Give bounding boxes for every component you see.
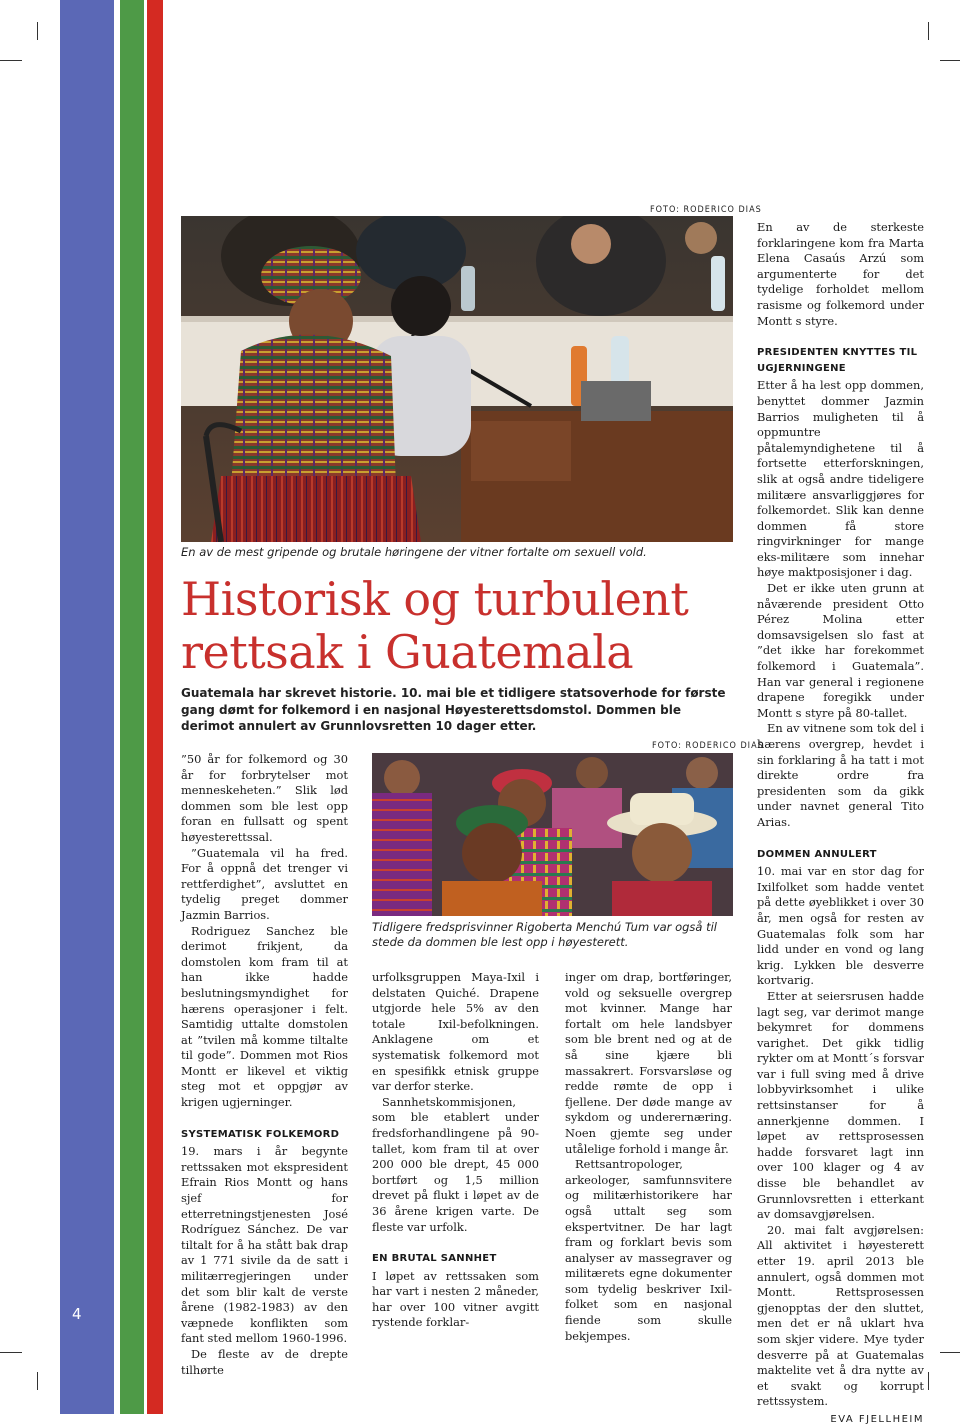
audience-photo-illustration [372,753,733,916]
paragraph: De fleste av de drepte tilhørte [181,1346,348,1377]
stripe-red [147,0,163,1414]
courtroom-photo [181,216,733,542]
body-column-1 [181,752,348,1378]
crop-mark [0,60,22,61]
headline-line-2: rettsak i Guatemala [181,625,634,679]
article-lead: Guatemala har skrevet historie. 10. mai ble et tidligere statsoverhode for første gang dømt for folkemord i en nasjonal Høyesterettsdomstol. Dommen ble derimot annulert av Grunnlovsretten 10 dager etter. [181,686,726,733]
stripe-green [120,0,144,1414]
author-byline: EVA FJELLHEIM [830,1413,924,1425]
paragraph: urfolksgruppen Maya-Ixil i delstaten Quiché. Drapene utgjorde hele 5% av den totale Ixil-befolkningen. Anklagene om et systematisk folkemord mot en spesifikk etnisk gruppe var derfor sterke. [372,970,539,1094]
article-headline [181,573,688,679]
subheading: SYSTEMATISK FOLKEMORD [181,1128,340,1140]
subheading: PRESIDENTEN KNYTTES TIL UGJERNINGENE [757,347,918,374]
headline-line-1: Historisk og turbulent [181,572,689,626]
paragraph: inger om drap, bortføringer, vold og seksuelle overgrep mot kvinner. Mange har fortalt om hele landsbyer som ble brent ned og at de så sine kjære bli massakrert. Forsvarsløse og redde rømte de opp i fjellene. Der døde mange av sykdom og underernæring. Noen gjemte seg under utålelige forhold i mange år. [565,970,732,1156]
paragraph: ”50 år for folkemord og 30 år for forbrytelser mot menneskeheten.” Slik lød dommen som ble lest opp foran en fullsatt og spent høyesterettssal. [181,752,348,844]
paragraph: Rettsantropologer, arkeologer, samfunnsvitere og militærhistorikere har også uttalt seg som ekspertvitner. De har lagt fram og forklart bevis som analyser av massegraver og militærets egne dokumenter som tydelig beskriver Ixil-folket som en nasjonal fiende som skulle bekjempes. [565,1157,732,1343]
crop-mark [0,1352,22,1353]
page-number: 4 [72,1305,82,1323]
paragraph: 20. mai falt avgjørelsen: All aktivitet i høyesterett etter 19. april 2013 ble annulert, også dommen mot Montt. Rettsprosessen gjenopptas der den sluttet, men det er nå uklart hva som skjer videre. Mye tyder desverre på at Guatemalas maktelite vet å dra nytte av et svakt og korrupt rettssystem. [757,1222,924,1409]
photo-credit: FOTO: RODERICO DIAS [652,741,764,751]
paragraph: I løpet av rettssaken som har vart i nesten 2 måneder, har over 100 vitner avgitt rystende forklar- [372,1268,539,1330]
paragraph: Etter å ha lest opp dommen, benyttet dommer Jazmin Barrios muligheten til å oppmuntre påtalemyndighetene til å fortsette etterforskningen, slik at også andre tideligere militære ansvarliggjøres for folkemordet. Slik kan denne dommen få store ringvirkninger for mange eks-militære som innehar høye maktposisjoner i dag. [757,378,924,580]
crop-mark [37,1372,38,1390]
paragraph: 10. mai var en stor dag for Ixilfolket som hadde ventet på dette øyeblikket i over 30 år, men også for resten av Guatemalas folk som har lidd under en vond og lang krig. Lykken ble desverre kortvarig. [757,864,924,988]
crop-mark [928,1372,929,1390]
paragraph: En av de sterkeste forklaringene kom fra Marta Elena Casaús Arzú som argumenterte for det tydelige forholdet mellom rasisme og folkemord under Montt s styre. [757,220,924,328]
paragraph: Etter at seiersrusen hadde lagt seg, var derimot mange bekymret for dommens varighet. Det gikk tidlig rykter om at Montt´s forsvar var i full sving med å drive lobbyvirksomhet i ulike rettsinstanser for å annerkjenne dommen. I løpet av rettsprosessen hadde forsvaret lagt inn over 100 klager og 4 av disse ble behandlet av Grunnlovsretten i etterkant av domsavgjørelsen. [757,988,924,1222]
photo-caption: Tidligere fredsprisvinner Rigoberta Menchú Tum var også til stede da dommen ble lest opp i høyesterett. [372,920,717,949]
body-column-3 [565,970,732,1344]
crop-mark [37,22,38,40]
crop-mark [940,60,960,61]
subheading: EN BRUTAL SANNHET [372,1253,497,1265]
crop-mark [928,22,929,40]
audience-photo [372,753,733,916]
paragraph: En av vitnene som tok del i hærens overgrep, hevdet i sin forklaring å ha tatt i mot direkte ordre fra presidenten som da gikk under navnet general Tito Arias. [757,721,924,829]
photo-credit: FOTO: RODERICO DIAS [650,205,762,215]
courtroom-photo-illustration [181,216,733,542]
crop-mark [940,1352,960,1353]
paragraph: 19. mars i år begynte rettssaken mot ekspresident Efrain Rios Montt og hans sjef for etterretningstjenesten José Rodríguez Sánchez. De var tiltalt for å ha stått bak drap av 1 771 sivile da de satt i militærregjeringen under det som blir kalt de verste årene (1982-1983) av den væpnede konflikten som fant sted mellom 1960-1996. [181,1144,348,1346]
body-column-4 [757,220,924,1428]
paragraph: Det er ikke uten grunn at nåværende president Otto Pérez Molina etter domsavsigelsen slo fast at ”det ikke har forekommet folkemord i Guatemala”. Han var general i regionene drapene foregikk under Montt s styre på 80-tallet. [757,581,924,720]
paragraph: ”Guatemala vil ha fred. For å oppnå det trenger vi rettferdighet”, avsluttet en tydelig preget dommer Jazmin Barrios. [181,845,348,922]
paragraph: Sannhetskommisjonen, som ble etablert under fredsforhandlingene på 90-tallet, kom fram til at over 200 000 ble drept, 45 000 bortført og 1,5 million drevet på flukt i løpet av de 36 årene krigen varte. De fleste var urfolk. [372,1094,539,1234]
stripe-blue [60,0,114,1414]
paragraph: Rodriguez Sanchez ble derimot frikjent, da domstolen kom fram til at han ikke hadde beslutningsmyndighet for hærens operasjoner i felt. Samtidig uttalte domstolen at ”tvilen må komme tiltalte til gode”. Dommen mot Rios Montt er likevel et viktig steg mot et oppgjør av krigen ugjerninger. [181,923,348,1110]
photo-caption: En av de mest gripende og brutale høringene der vitner fortalte om sexuell vold. [181,545,647,559]
body-column-2 [372,970,539,1331]
subheading: DOMMEN ANNULERT [757,848,877,860]
